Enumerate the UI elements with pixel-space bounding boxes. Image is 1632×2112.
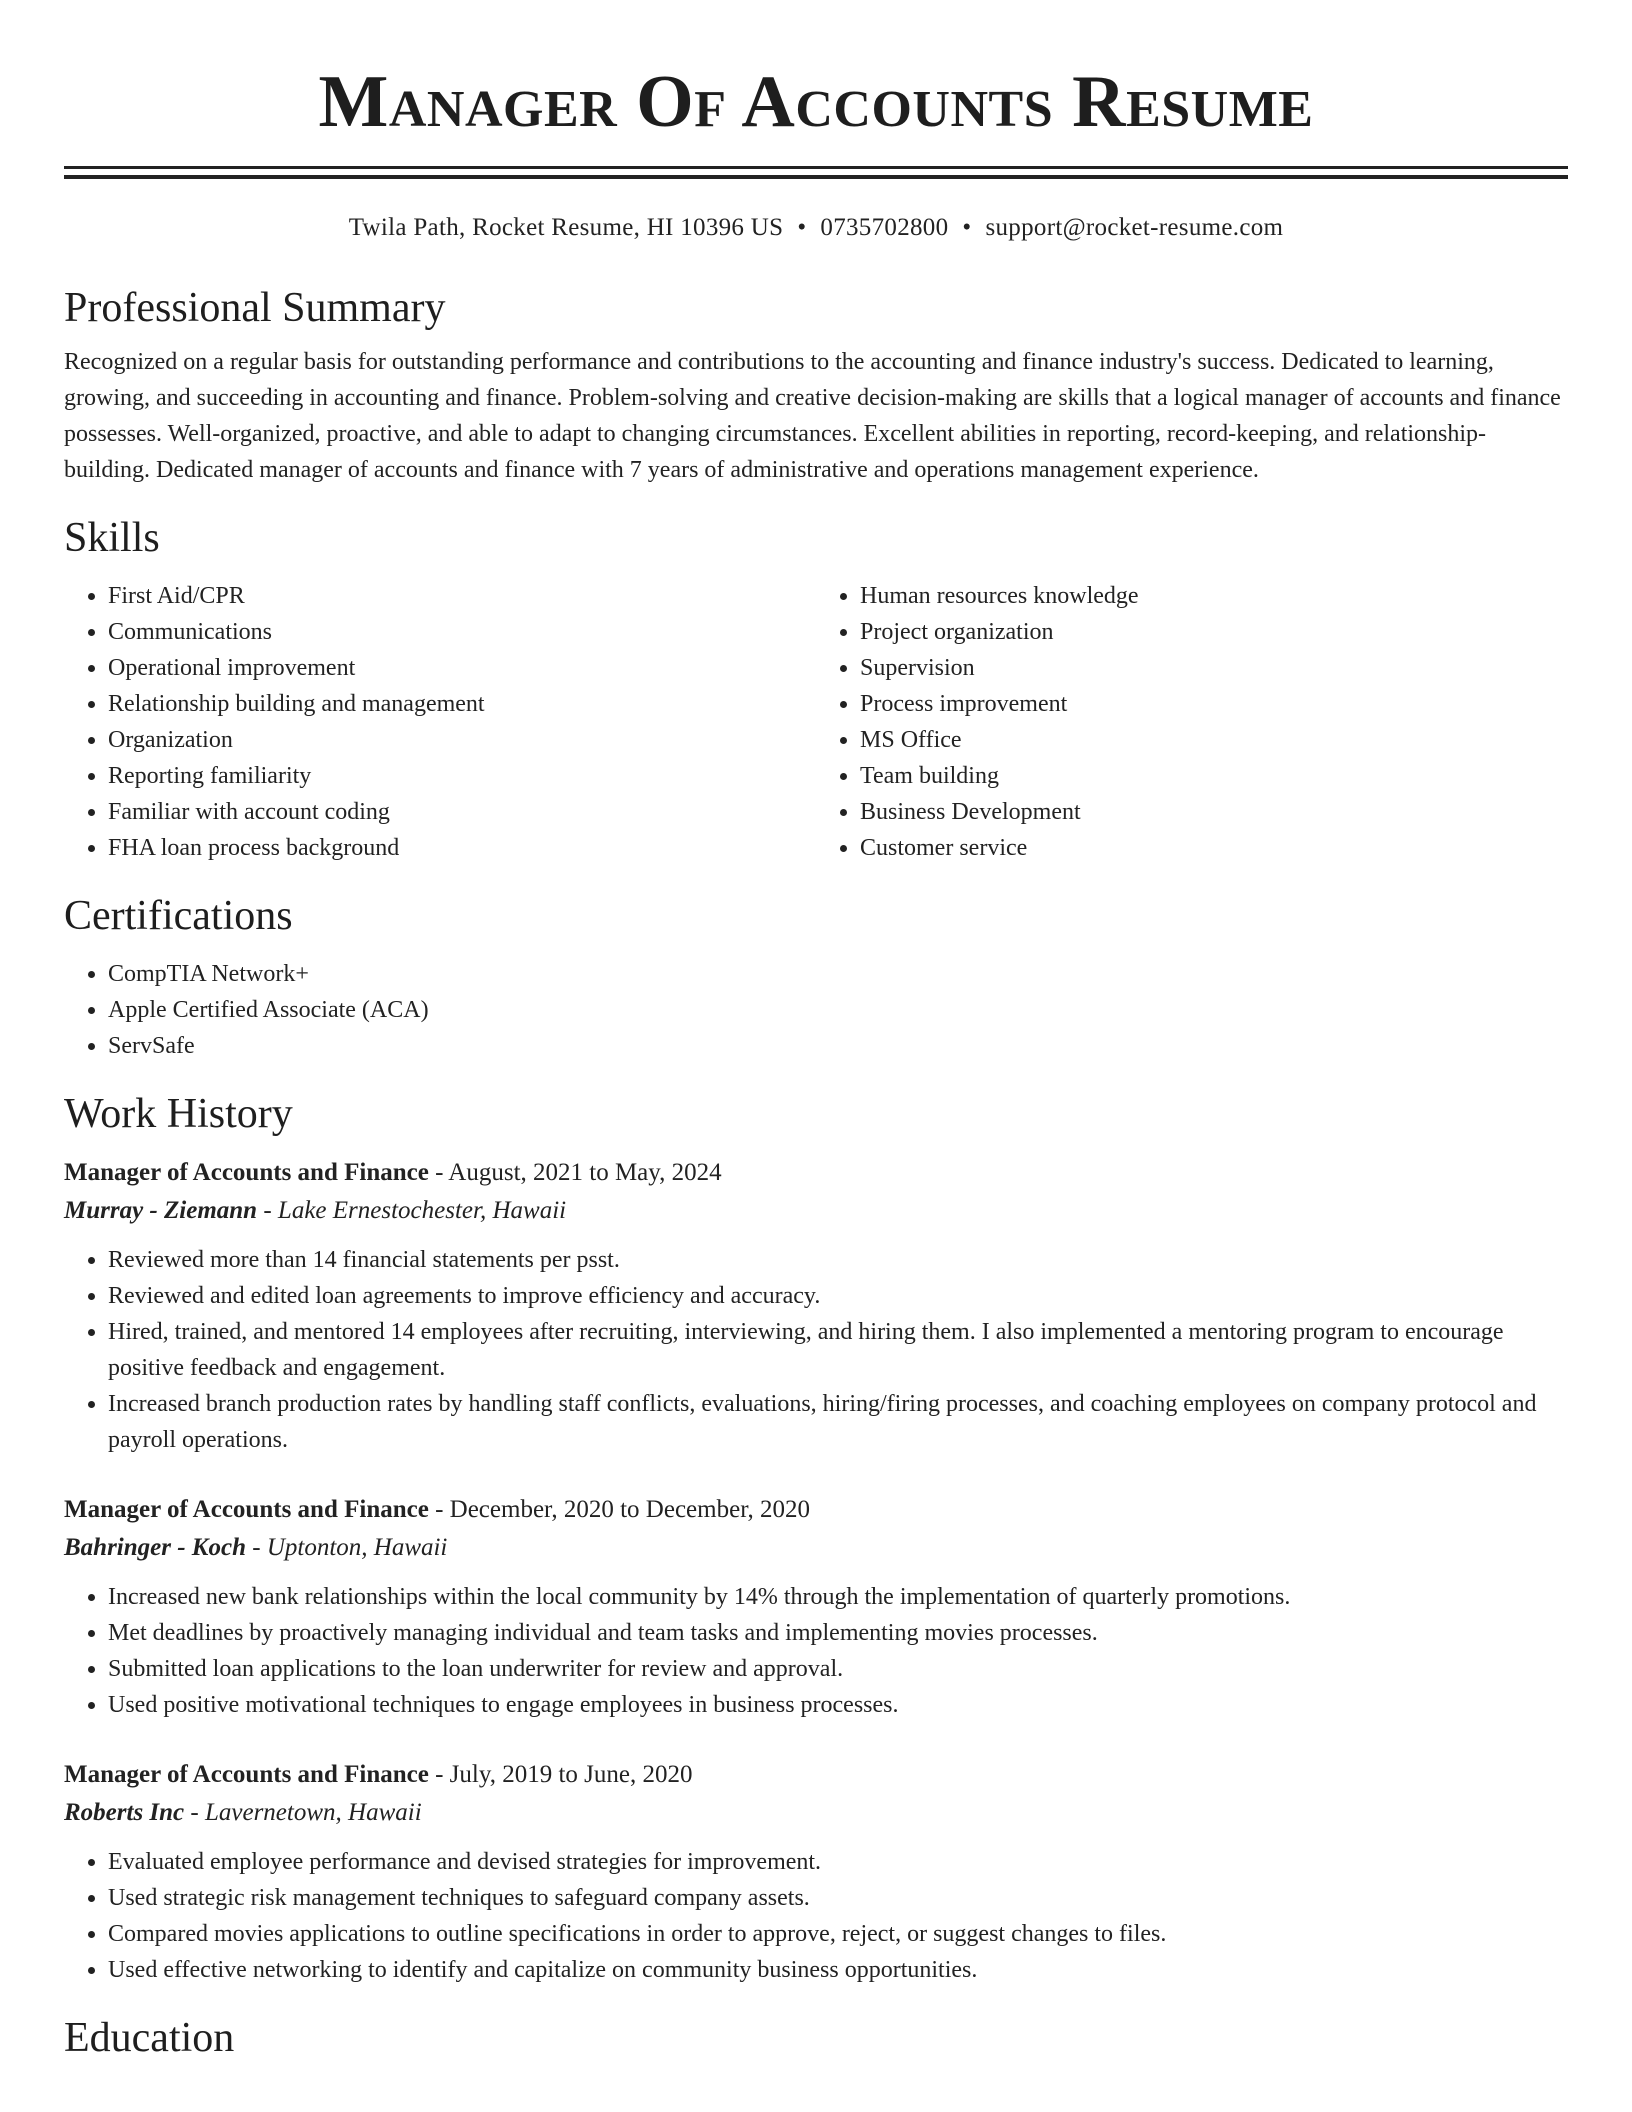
- title-divider-bottom: [64, 175, 1568, 179]
- skill-item: • Supervision: [860, 650, 1568, 686]
- contact-line: [64, 212, 1568, 244]
- job-employer-line: [64, 1529, 1568, 1567]
- skills-column-left: [64, 578, 816, 866]
- job-duty: • Reviewed more than 14 financial statements per psst.: [108, 1242, 1568, 1278]
- summary-heading: Professional Summary: [64, 285, 446, 331]
- contact-separator: •: [797, 214, 807, 241]
- job-duty: • Evaluated employee performance and devised strategies for improvement.: [108, 1844, 1568, 1880]
- job-entry: [64, 1491, 1568, 1723]
- job-employer-line: [64, 1192, 1568, 1230]
- job-duties-list: [64, 1844, 1568, 1988]
- job-dash: -: [184, 1799, 205, 1826]
- job-dash: -: [257, 1197, 278, 1224]
- job-duties-list: [64, 1579, 1568, 1723]
- contact-email: support@rocket-resume.com: [985, 214, 1284, 241]
- skill-item: • Process improvement: [860, 686, 1568, 722]
- skill-item: • Operational improvement: [108, 650, 816, 686]
- job-duty: • Reviewed and edited loan agreements to improve efficiency and accuracy.: [108, 1278, 1568, 1314]
- job-dates: August, 2021 to May, 2024: [448, 1159, 722, 1186]
- job-duty: • Met deadlines by proactively managing individual and team tasks and implementing movies processes.: [108, 1615, 1568, 1651]
- job-duty: • Hired, trained, and mentored 14 employees after recruiting, interviewing, and hiring them. I also implemented a mentoring program to encourage positive feedback and engagement.: [108, 1314, 1568, 1386]
- skill-item: • First Aid/CPR: [108, 578, 816, 614]
- certification-item: • Apple Certified Associate (ACA): [108, 992, 1568, 1028]
- job-duty: • Used effective networking to identify and capitalize on community business opportunities.: [108, 1952, 1568, 1988]
- job-title: Manager of Accounts and Finance: [64, 1496, 429, 1523]
- skill-item: • Business Development: [860, 794, 1568, 830]
- contact-address: Twila Path, Rocket Resume, HI 10396 US: [348, 214, 784, 241]
- job-duty: • Increased branch production rates by handling staff conflicts, evaluations, hiring/firing processes, and coaching employees on company protocol and payroll operations.: [108, 1386, 1568, 1458]
- title-divider-top: [64, 166, 1568, 169]
- job-duty: • Submitted loan applications to the loan underwriter for review and approval.: [108, 1651, 1568, 1687]
- resume-page: [64, 0, 1568, 2064]
- contact-phone: 0735702800: [820, 214, 949, 241]
- job-duty: • Compared movies applications to outline specifications in order to approve, reject, or suggest changes to files.: [108, 1916, 1568, 1952]
- skill-item: • Project organization: [860, 614, 1568, 650]
- job-employer-line: [64, 1794, 1568, 1832]
- job-company: Bahringer - Koch: [64, 1534, 246, 1561]
- job-location: Lavernetown, Hawaii: [204, 1799, 422, 1826]
- job-dates: July, 2019 to June, 2020: [449, 1761, 693, 1788]
- job-duty: • Used strategic risk management techniques to safeguard company assets.: [108, 1880, 1568, 1916]
- education-heading: Education: [64, 2015, 235, 2061]
- skills-heading: Skills: [64, 515, 160, 561]
- job-duty: • Used positive motivational techniques to engage employees in business processes.: [108, 1687, 1568, 1723]
- work-history-heading: Work History: [64, 1091, 293, 1137]
- skill-item: • Organization: [108, 722, 816, 758]
- skill-item: • Reporting familiarity: [108, 758, 816, 794]
- summary-text: Recognized on a regular basis for outstanding performance and contributions to the accounting and finance industry's success. Dedicated to learning, growing, and succeeding in accounting and finance. Problem-solving and creative decision-making are skills that a logical manager of accounts and finance possesses. Well-organized, proactive, and able to adapt to changing circumstances. Excellent abilities in reporting, record-keeping, and relationship-building. Dedicated manager of accounts and finance with 7 years of administrative and operations management experience.: [64, 349, 1561, 483]
- job-location: Uptonton, Hawaii: [266, 1534, 448, 1561]
- skill-item: • Team building: [860, 758, 1568, 794]
- certification-item: • CompTIA Network+: [108, 956, 1568, 992]
- job-header: [64, 1491, 1568, 1529]
- job-dates: December, 2020 to December, 2020: [449, 1496, 811, 1523]
- resume-title: Manager Of Accounts Resume: [318, 61, 1314, 143]
- job-header: [64, 1756, 1568, 1794]
- certifications-heading: Certifications: [64, 893, 293, 939]
- certifications-list: [64, 956, 1568, 1064]
- job-company: Roberts Inc: [64, 1799, 185, 1826]
- job-entry: [64, 1154, 1568, 1458]
- skills-column-right: [816, 578, 1568, 866]
- job-header: [64, 1154, 1568, 1192]
- job-entry: [64, 1756, 1568, 1988]
- job-dash: -: [428, 1496, 450, 1523]
- skill-item: • Communications: [108, 614, 816, 650]
- skill-item: • Human resources knowledge: [860, 578, 1568, 614]
- contact-separator: •: [962, 214, 972, 241]
- skill-item: • MS Office: [860, 722, 1568, 758]
- job-title: Manager of Accounts and Finance: [64, 1159, 429, 1186]
- skill-item: • Relationship building and management: [108, 686, 816, 722]
- certification-item: • ServSafe: [108, 1028, 1568, 1064]
- job-title: Manager of Accounts and Finance: [64, 1761, 429, 1788]
- job-company: Murray - Ziemann: [64, 1197, 258, 1224]
- skill-item: • FHA loan process background: [108, 830, 816, 866]
- skill-item: • Customer service: [860, 830, 1568, 866]
- job-duties-list: [64, 1242, 1568, 1458]
- job-duty: • Increased new bank relationships within the local community by 14% through the implementation of quarterly promotions.: [108, 1579, 1568, 1615]
- job-location: Lake Ernestochester, Hawaii: [277, 1197, 567, 1224]
- job-dash: -: [428, 1159, 449, 1186]
- job-dash: -: [245, 1534, 267, 1561]
- job-dash: -: [428, 1761, 450, 1788]
- skill-item: • Familiar with account coding: [108, 794, 816, 830]
- skills-grid: [64, 578, 1568, 866]
